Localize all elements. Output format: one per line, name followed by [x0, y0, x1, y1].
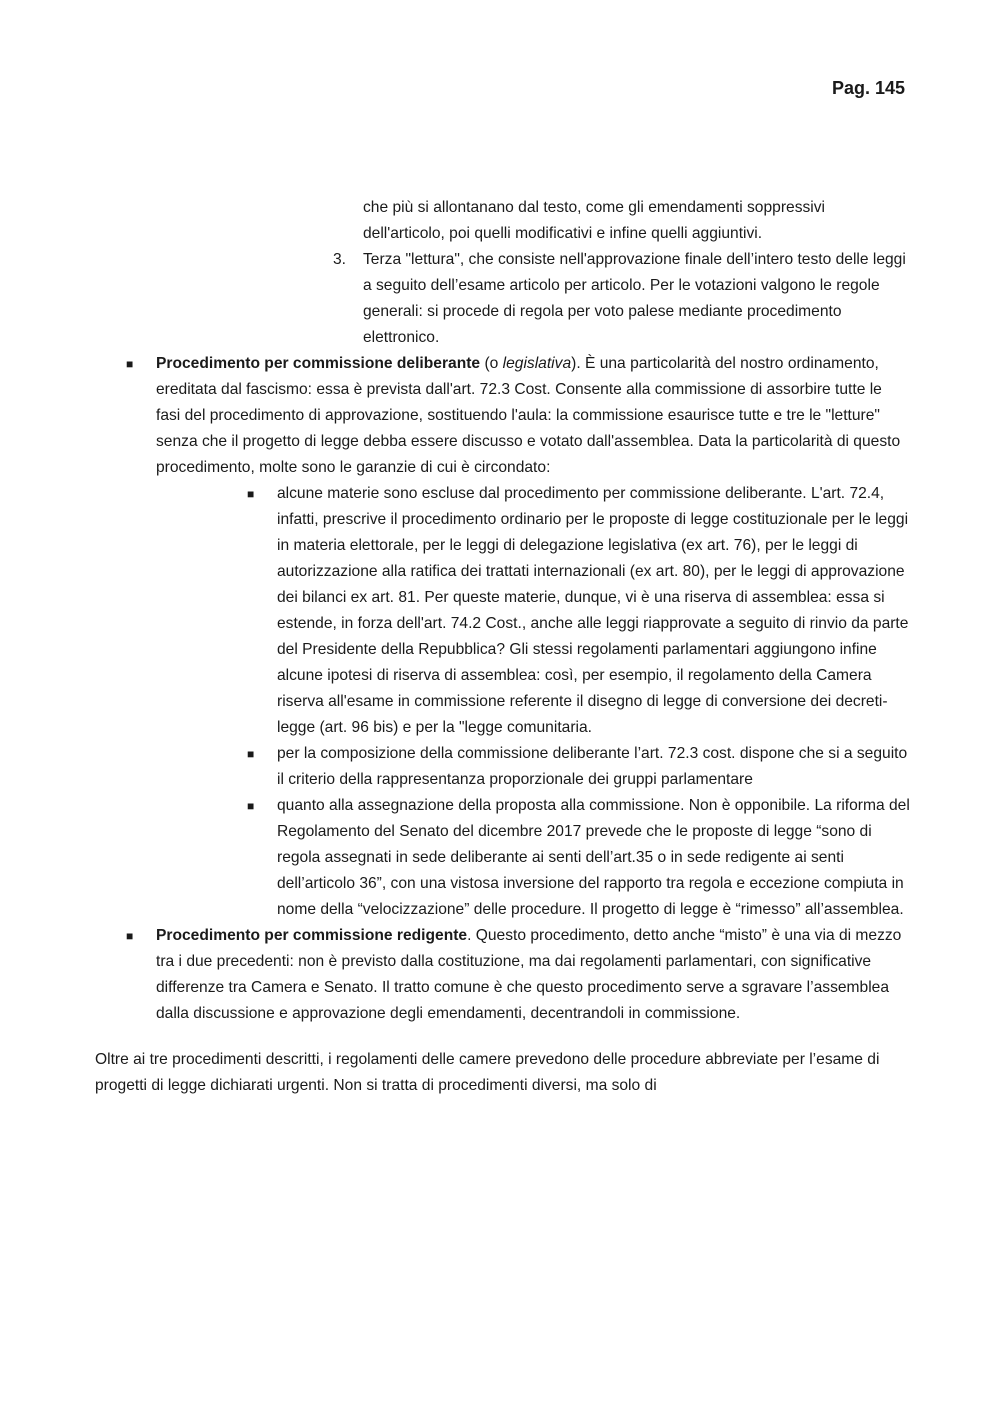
bullet-paren: (o — [480, 355, 503, 372]
bullet-deliberante — [126, 351, 910, 481]
numbered-item-continuation: che più si allontanano dal testo, come gli emendamenti soppressivi dell'articolo, poi quelli modificativi e infine quelli aggiuntivi. — [363, 199, 826, 242]
page-number: Pag. 145 — [831, 78, 905, 98]
sub-bullet-text: per la composizione della commissione deliberante l’art. 72.3 cost. dispone che si a seguito il criterio della rappresentanza proporzionale dei gruppi parlamentare — [277, 745, 908, 788]
bullet-title: Procedimento per commissione deliberante — [156, 355, 481, 372]
bullet-marker: ■ — [247, 747, 255, 761]
bullet-text: . Questo procedimento, detto anche “misto” è una via di mezzo tra i due precedenti: non è previsto dalla costituzione, ma dai regolamenti parlamentari, con significative differenze tra Camera e Senato. Il tratto comune è che questo procedimento serve a sgravare l’assemblea dalla discussione e approvazione degli emendamenti, decentrandoli in commissione. — [156, 927, 902, 1022]
item-number: 3. — [333, 251, 347, 268]
bullet-marker: ■ — [126, 929, 134, 943]
bullet-text: ). È una particolarità del nostro ordinamento, ereditata dal fascismo: essa è prevista dall'art. 72.3 Cost. Consente alla commissione di assorbire tutte le fasi del procedimento di approvazione, sostituendo l'aula: la commissione esaurisce tutte e tre le "letture" senza che il progetto di legge debba essere discusso e votato dall'assemblea. Data la particolarità di questo procedimento, molte sono le garanzie di cui è circondato: — [156, 355, 901, 476]
bullet-title: Procedimento per commissione redigente — [156, 927, 468, 944]
closing-paragraph: Oltre ai tre procedimenti descritti, i regolamenti delle camere prevedono delle procedure abbreviate per l’esame di progetti di legge dichiarati urgenti. Non si tratta di procedimenti diversi, ma solo di — [95, 1051, 880, 1094]
bullet-marker: ■ — [247, 487, 255, 501]
numbered-item-3 — [333, 247, 910, 351]
sub-bullet — [247, 741, 910, 793]
sub-bullet-text: alcune materie sono escluse dal procedimento per commissione deliberante. L'art. 72.4, infatti, prescrive il procedimento ordinario per le proposte di legge costituzionale per le leggi in materia elettorale, per le leggi di delegazione legislativa (ex art. 76), per le leggi di autorizzazione alla ratifica dei trattati internazionali (ex art. 80), per le leggi di approvazione dei bilanci ex art. 81. Per queste materie, dunque, vi è una riserva di assemblea: essa si estende, in forza dell'art. 74.2 Cost., anche alle leggi riapprovate a seguito di rinvio da parte del Presidente della Repubblica? Gli stessi regolamenti parlamentari aggiungono infine alcune ipotesi di riserva di assemblea: così, per esempio, il regolamento della Camera riserva all'esame in commissione referente il disegno di legge di conversione dei decreti-legge (art. 96 bis) e per la "legge comunitaria. — [277, 485, 909, 736]
page-content — [95, 195, 910, 1099]
sub-bullet — [247, 793, 910, 923]
item-text: Terza "lettura", che consiste nell'approvazione finale dell’intero testo delle leggi a seguito dell’esame articolo per articolo. Per le votazioni valgono le regole generali: si procede di regola per voto palese mediante procedimento elettronico. — [363, 251, 906, 346]
bullet-redigente — [126, 923, 910, 1027]
bullet-italic: legislativa — [502, 355, 572, 372]
bullet-marker: ■ — [126, 357, 134, 371]
sub-bullet — [247, 481, 910, 741]
bullet-marker: ■ — [247, 799, 255, 813]
sub-bullet-text: quanto alla assegnazione della proposta alla commissione. Non è opponibile. La riforma del Regolamento del Senato del dicembre 2017 prevede che le proposte di legge “sono di regola assegnati in sede deliberante ai senti dell’art.35 o in sede redigente ai senti dell’articolo 36”, con una vistosa inversione del rapporto tra regola e eccezione compiuta in nome della “velocizzazione” delle procedure. Il progetto di legge è “rimesso” all’assemblea. — [277, 797, 910, 918]
